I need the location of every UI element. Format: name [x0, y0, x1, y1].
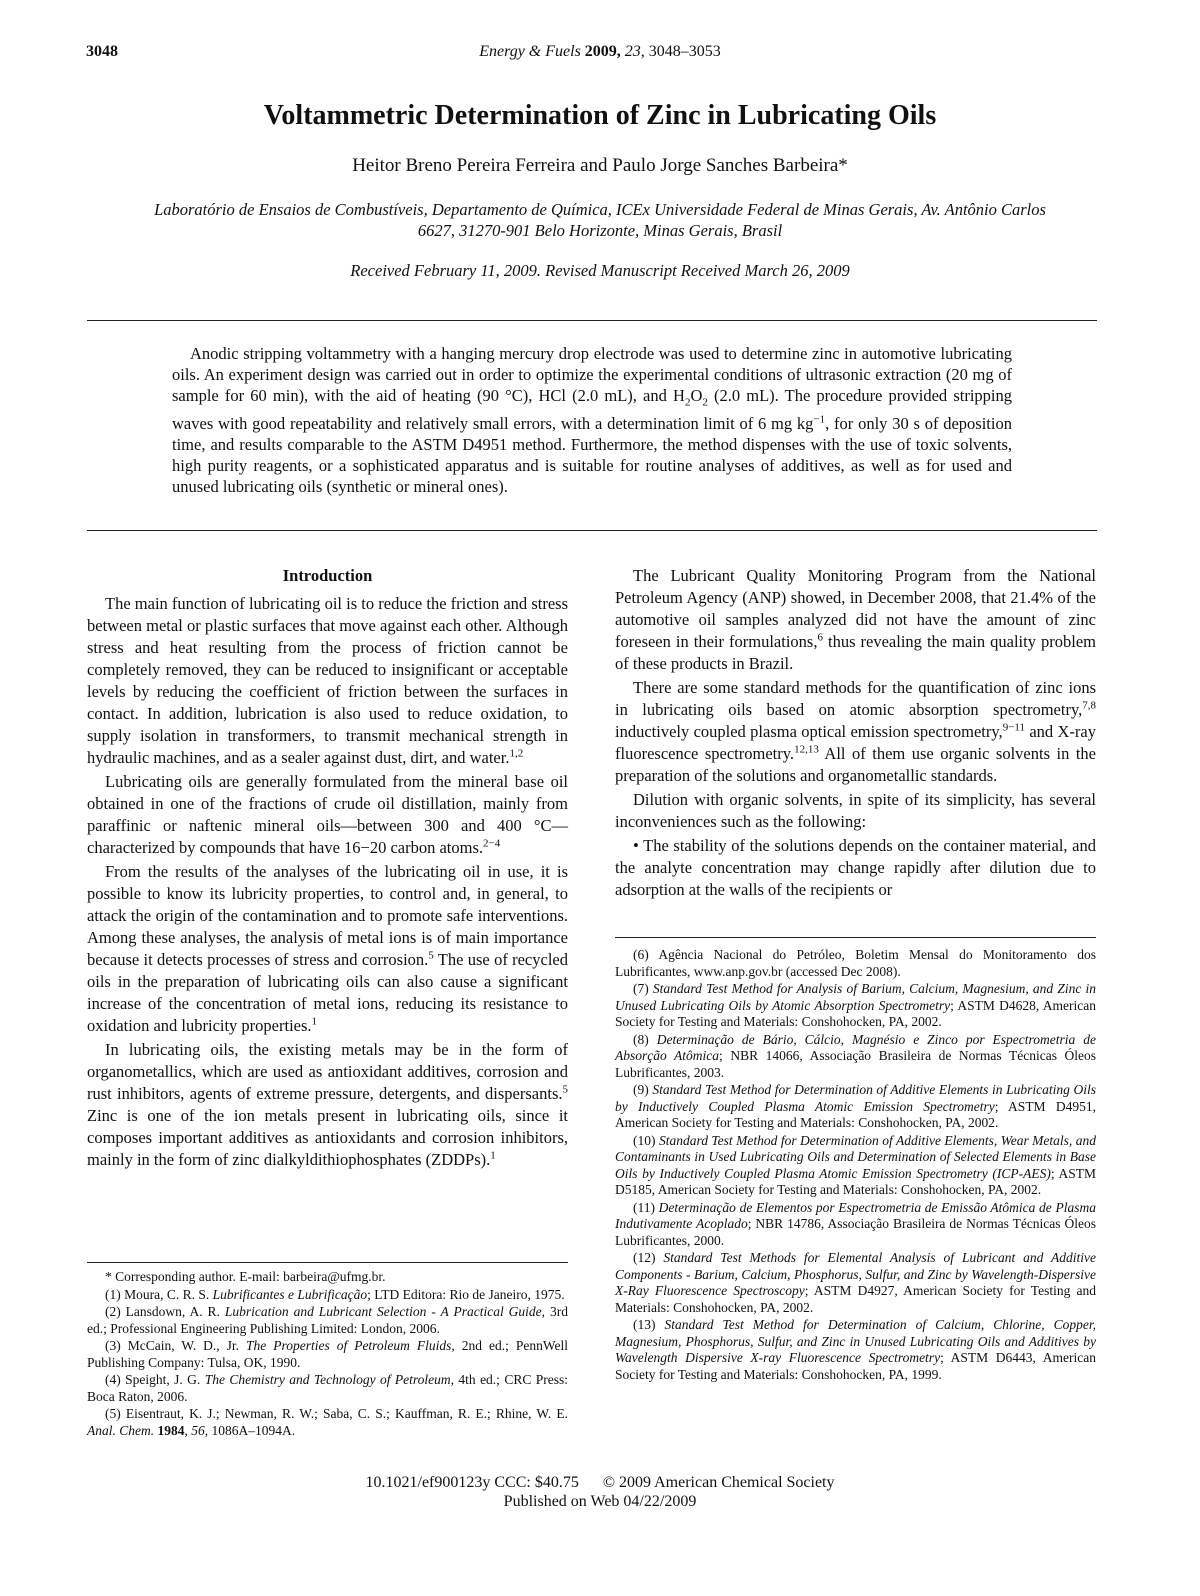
reference-item: (9) Standard Test Method for Determination of Additive Elements in Lubricating Oils by Inductively Coupled Plasma Atomic Emission Spectrometry; ASTM D4951, American Society for Testing and Materials: Conshohocken, PA, 2002.	[615, 1082, 1096, 1130]
paragraph: In lubricating oils, the existing metals may be in the form of organometallics, which are used as antioxidant additives, corrosion and rust inhibitors, agents of extreme pressure, detergents, and dispersants.$^5$ Zinc is one of the ion metals present in lubricating oils, since it composes important additives as antioxidants and corrosion inhibitors, mainly in the form of zinc dialkyldithiophosphates (ZDDPs).$^1$	[87, 1040, 568, 1169]
reference-item: (3) McCain, W. D., Jr. The Properties of Petroleum Fluids, 2nd ed.; PennWell Publishing Company: Tulsa, OK, 1990.	[87, 1338, 568, 1370]
reference-item: (4) Speight, J. G. The Chemistry and Technology of Petroleum, 4th ed.; CRC Press: Boca Raton, 2006.	[87, 1372, 568, 1404]
footnote-rule-left	[87, 1262, 568, 1263]
received-dates: Received February 11, 2009. Revised Manuscript Received March 26, 2009	[350, 261, 850, 280]
copyright: © 2009 American Chemical Society	[602, 1474, 835, 1491]
abstract: Anodic stripping voltammetry with a hanging mercury drop electrode was used to determine zinc in automotive lubricating oils. An experiment design was carried out in order to optimize the experimental conditions of ultrasonic extraction (20 mg of sample for 60 min), with the aid of heating (90 °C), HCl (2.0 mL), and $H_2O_2$ (2.0 mL). The procedure provided stripping waves with good repeatability and relatively small errors, with a determination limit of 6 mg $kg^{-1}$, for only 30 s of deposition time, and results comparable to the ASTM D4951 method. Furthermore, the method dispenses with the use of toxic solvents, high purity reagents, or a sophisticated apparatus and is suitable for routine analyses of additives, as well as for used and unused lubricating oils (synthetic or mineral ones).	[172, 344, 1012, 497]
paragraph: From the results of the analyses of the lubricating oil in use, it is possible to know its lubricity properties, to control and, in general, to attack the origin of the contamination and to promote safe interventions. Among these analyses, the analysis of metal ions is of main importance because it detects processes of stress and corrosion.$^5$ The use of recycled oils in the preparation of lubricating oils can also cause a significant increase of the concentration of metal ions, reducing its resistance to oxidation and lubricity properties.$^1$	[87, 862, 568, 1035]
abstract-bottom-rule	[87, 530, 1097, 531]
reference-item: (5) Eisentraut, K. J.; Newman, R. W.; Saba, C. S.; Kauffman, R. E.; Rhine, W. E. Anal. Chem. 1984, 56, 1086A–1094A.	[87, 1406, 568, 1438]
left-column	[87, 565, 568, 1173]
journal-name: Energy & Fuels	[479, 43, 581, 60]
reference-item: (2) Lansdown, A. R. Lubrication and Lubricant Selection - A Practical Guide, 3rd ed.; Professional Engineering Publishing Limited: London, 2006.	[87, 1304, 568, 1336]
author-list: Heitor Breno Pereira Ferreira and Paulo Jorge Sanches Barbeira*	[352, 155, 848, 176]
reference-item: (11) Determinação de Elementos por Espectrometria de Emissão Atômica de Plasma Indutivamente Acoplado; NBR 14786, Associação Brasileira de Normas Técnicas Óleos Lubrificantes, 2000.	[615, 1199, 1097, 1248]
footnotes-left	[87, 1269, 568, 1440]
paragraph: Lubricating oils are generally formulated from the mineral base oil obtained in one of the fractions of crude oil distillation, mainly from paraffinic or naftenic mineral oils—between 300 and 400 °C—characterized by compounds that have 16−20 carbon atoms.$^{2-4}$	[87, 772, 568, 857]
reference-item: (10) Standard Test Method for Determination of Additive Elements, Wear Metals, and Contaminants in Used Lubricating Oils and Determination of Selected Elements in Base Oils by Inductively Coupled Plasma Atomic Emission Spectrometry (ICP-AES); ASTM D5185, American Society for Testing and Materials: Conshohocken, PA, 2002.	[615, 1132, 1096, 1197]
affiliation: Laboratório de Ensaios de Combustíveis, Departamento de Química, ICEx Universidade Federal de Minas Gerais, Av. Antônio Carlos 6627, 31270-901 Belo Horizonte, Minas Gerais, Brasil	[154, 200, 1046, 240]
reference-item: (13) Standard Test Method for Determination of Calcium, Chlorine, Copper, Magnesium, Phosphorus, Sulfur, and Zinc in Unused Lubricating Oils and Additives by Wavelength Dispersive X-ray Fluorescence Spectrometry; ASTM D6443, American Society for Testing and Materials: Conshohocken, PA, 1999.	[615, 1317, 1096, 1382]
reference-item: (6) Agência Nacional do Petróleo, Boletim Mensal do Monitoramento dos Lubrificantes, www.anp.gov.br (accessed Dec 2008).	[615, 947, 1096, 979]
reference-item: (1) Moura, C. R. S. Lubrificantes e Lubrificação; LTD Editora: Rio de Janeiro, 1975.	[105, 1286, 565, 1302]
reference-item: (12) Standard Test Methods for Elemental Analysis of Lubricant and Additive Components - Barium, Calcium, Phosphorus, Sulfur, and Zinc by Wavelength-Dispersive X-Ray Fluorescence Spectroscopy; ASTM D4927, American Society for Testing and Materials: Conshohocken, PA, 2002.	[615, 1250, 1097, 1315]
paragraph: Dilution with organic solvents, in spite of its simplicity, has several inconveniences such as the following:	[615, 790, 1096, 831]
journal-citation	[0, 43, 1200, 61]
abstract-top-rule	[87, 320, 1097, 321]
reference-item: (8) Determinação de Bário, Cálcio, Magnésio e Zinco por Espectrometria de Absorção Atômica; NBR 14066, Associação Brasileira de Normas Técnicas Óleos Lubrificantes, 2003.	[615, 1031, 1096, 1080]
journal-year: 2009,	[584, 43, 621, 60]
footnote-corresponding: * Corresponding author. E-mail: barbeira@ufmg.br.	[105, 1269, 386, 1284]
bullet-paragraph: • The stability of the solutions depends on the container material, and the analyte concentration may change rapidly after dilution due to adsorption at the walls of the recipients or	[615, 836, 1096, 899]
reference-item: (7) Standard Test Method for Analysis of Barium, Calcium, Magnesium, and Zinc in Unused Lubricating Oils by Atomic Absorption Spectrometry; ASTM D4628, American Society for Testing and Materials: Conshohocken, PA, 2002.	[615, 981, 1096, 1029]
journal-volume: 23,	[624, 43, 645, 60]
published-date: Published on Web 04/22/2009	[503, 1493, 697, 1510]
right-column	[615, 565, 1096, 903]
footnotes-right	[615, 947, 1096, 1384]
section-heading-introduction: Introduction	[282, 566, 373, 585]
doi: 10.1021/ef900123y CCC: $40.75	[365, 1474, 579, 1491]
paragraph: The main function of lubricating oil is to reduce the friction and stress between metal or plastic surfaces that move against each other. Although stress and heat resulting from the process of friction cannot be completely removed, they can be reduced to insignificant or acceptable levels by reducing the coefficient of friction between the surfaces in contact. In addition, lubrication is also used to reduce oxidation, to supply isolation in transformers, to transmit mechanical strength in hydraulic machines, and as a sealer against dust, dirt, and water.$^{1,2}$	[87, 594, 568, 767]
paragraph: There are some standard methods for the quantification of zinc ions in lubricating oils based on atomic absorption spectrometry,$^{7,8}$ inductively coupled plasma optical emission spectrometry,$^{9-11}$ and X-ray fluorescence spectrometry.$^{12,13}$ All of them use organic solvents in the preparation of the solutions and organometallic standards.	[615, 678, 1096, 785]
paragraph: The Lubricant Quality Monitoring Program from the National Petroleum Agency (ANP) showed, in December 2008, that 21.4% of the automotive oil samples analyzed did not have the amount of zinc foreseen in their formulations,$^6$ thus revealing the main quality problem of these products in Brazil.	[615, 566, 1096, 673]
journal-pages: 3048–3053	[648, 43, 721, 60]
footnote-rule-right	[615, 937, 1096, 938]
paper-title: Voltammetric Determination of Zinc in Lubricating Oils	[263, 100, 937, 131]
footer-doi-line	[0, 1474, 1200, 1492]
page-number: 3048	[86, 43, 118, 60]
